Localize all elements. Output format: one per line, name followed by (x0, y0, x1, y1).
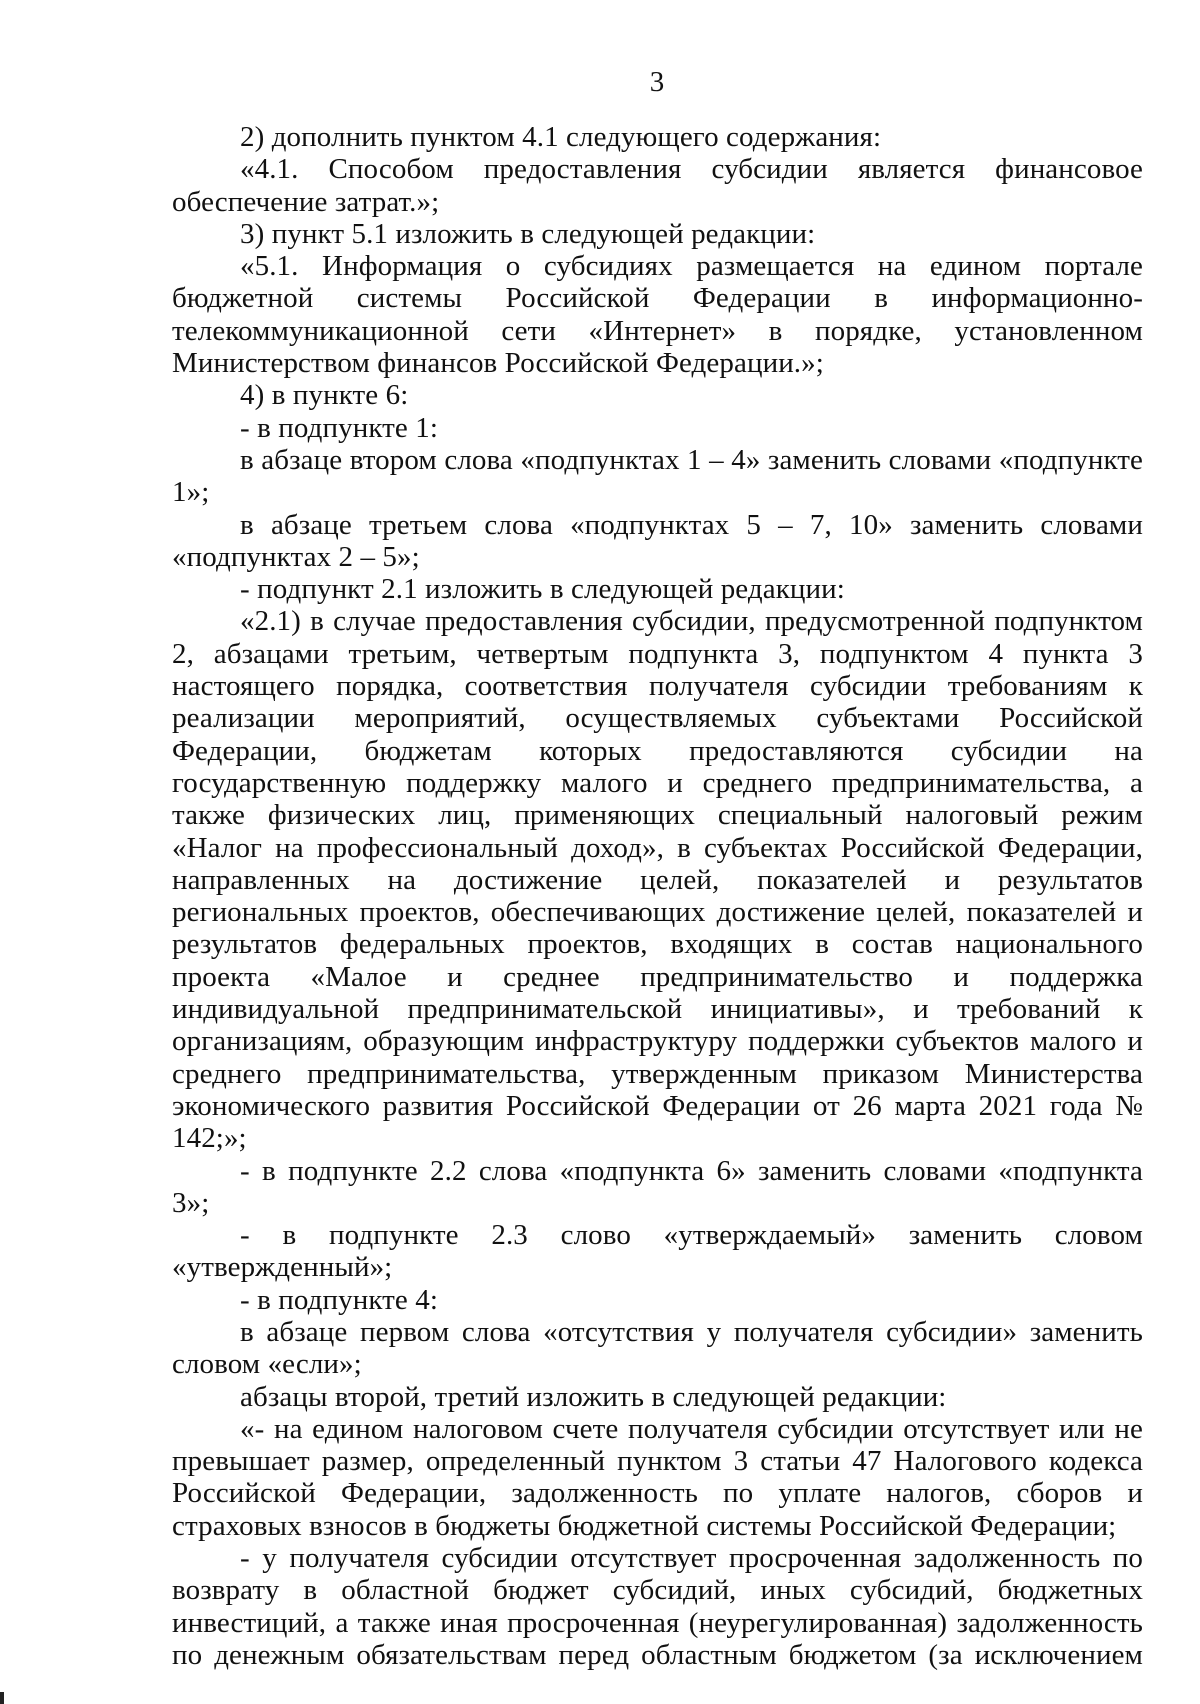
paragraph-1: 2) дополнить пунктом 4.1 следующего содержания: (240, 121, 882, 153)
paragraph-3: 3) пункт 5.1 изложить в следующей редакции: (240, 217, 816, 250)
document-body (172, 121, 1143, 1671)
page-number: 3 (649, 66, 665, 98)
paragraph-7: в абзаце втором слова «подпунктах 1 – 4» заменить словами «подпункте 1»; (172, 443, 1143, 509)
paragraph-15: абзацы второй, третий изложить в следующей редакции: (240, 1380, 947, 1413)
scan-edge-mark (0, 1692, 4, 1704)
paragraph-4: «5.1. Информация о субсидиях размещается на едином портале бюджетной системы Российской Федерации в информационно-телекоммуникационной сети «Интернет» в порядке, установленном Министерством финансов Российской Федерации.»; (172, 250, 1143, 380)
paragraph-8: в абзаце третьем слова «подпунктах 5 – 7, 10» заменить словами «подпунктах 2 – 5»; (172, 508, 1143, 573)
paragraph-10: «2.1) в случае предоставления субсидии, предусмотренной подпунктом 2, абзацами третьим, четвертым подпункта 3, подпунктом 4 пункта 3 настоящего порядка, соответствия получателя субсидии требованиям к реализации мероприятий, осуществляемых субъектами Российской Федерации, бюджетам которых предоставляются субсидии на государственную поддержку малого и среднего предпринимательства, а также физических лиц, применяющих специальный налоговый режим «Налог на профессиональный доход», в субъектах Российской Федерации, направленных на достижение целей, показателей и результатов региональных проектов, обеспечивающих достижение целей, показателей и результатов федеральных проектов, входящих в состав национального проекта «Малое и среднее предпринимательство и поддержка индивидуальной предпринимательской инициативы», и требований к организациям, образующим инфраструктуру поддержки субъектов малого и среднего предпринимательства, утвержденным приказом Министерства экономического развития Российской Федерации от 26 марта 2021 года № 142;»; (172, 605, 1143, 1155)
paragraph-12: - в подпункте 2.3 слово «утверждаемый» заменить словом «утвержденный»; (172, 1219, 1143, 1284)
paragraph-14: в абзаце первом слова «отсутствия у получателя субсидии» заменить словом «если»; (172, 1315, 1143, 1381)
paragraph-11: - в подпункте 2.2 слова «подпункта 6» заменить словами «подпункта 3»; (172, 1154, 1143, 1219)
paragraph-16: «- на едином налоговом счете получателя субсидии отсутствует или не превышает размер, определенный пунктом 3 статьи 47 Налогового кодекса Российской Федерации, задолженность по уплате налогов, сборов и страховых взносов в бюджеты бюджетной системы Российской Федерации; (172, 1412, 1143, 1542)
paragraph-13: - в подпункте 4: (240, 1283, 438, 1316)
paragraph-17: - у получателя субсидии отсутствует просроченная задолженность по возврату в областной бюджет субсидий, иных субсидий, бюджетных инвестиций, а также иная просроченная (неурегулированная) задолженность по денежным обязательствам перед областным бюджетом (за исключением (172, 1542, 1143, 1671)
paragraph-2: «4.1. Способом предоставления субсидии является финансовое обеспечение затрат.»; (172, 153, 1143, 218)
paragraph-6: - в подпункте 1: (240, 411, 438, 444)
paragraph-9: - подпункт 2.1 изложить в следующей редакции: (240, 573, 845, 606)
paragraph-5: 4) в пункте 6: (240, 379, 409, 412)
